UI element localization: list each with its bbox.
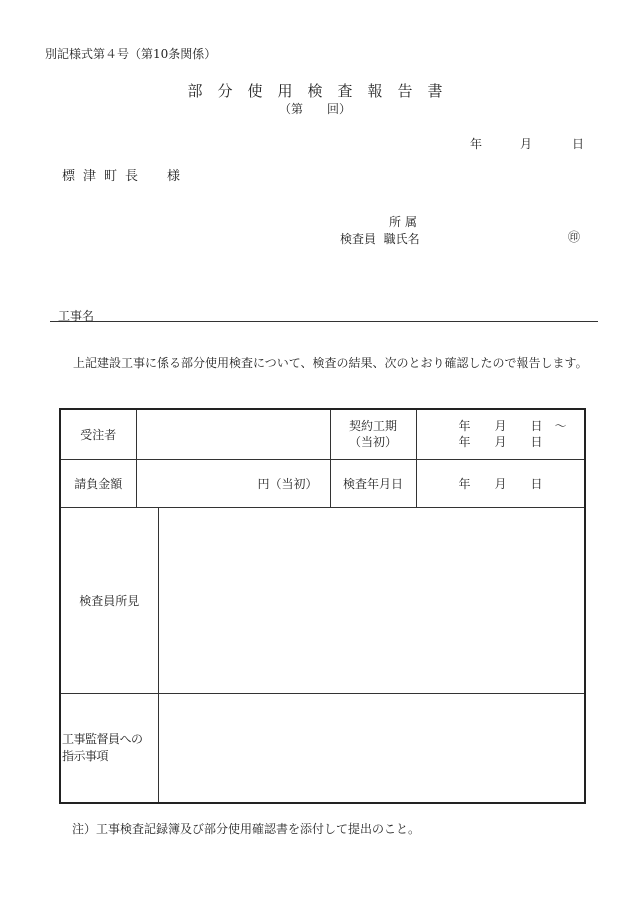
contract-amount-label: 請負金額	[60, 459, 136, 507]
instructions-label-line1: 工事監督員への	[62, 731, 143, 746]
instructions-label	[60, 693, 158, 803]
footnote: 注）工事検査記録簿及び部分使用確認書を添付して提出のこと。	[72, 822, 421, 836]
document-title: 部分使用検査報告書	[187, 82, 458, 100]
project-name-field[interactable]	[50, 321, 598, 322]
name-label: 職氏名	[383, 232, 420, 246]
date-year-label: 年	[470, 137, 483, 151]
contract-period-label-line1: 契約工期	[348, 419, 397, 434]
date-month-label: 月	[520, 137, 533, 151]
contract-period-start: 年 月 日 ～	[458, 419, 567, 434]
inspection-table	[59, 408, 586, 804]
table-row-findings	[60, 507, 585, 693]
inspector-findings-field[interactable]	[158, 507, 585, 693]
form-number: 別記様式第４号（第10条関係）	[45, 47, 217, 61]
contractor-field[interactable]	[136, 409, 330, 459]
contract-period-label-line2: （当初）	[348, 435, 397, 450]
statement-text: 上記建設工事に係る部分使用検査について、検査の結果、次のとおり確認したので報告します。	[73, 356, 588, 370]
inspection-date-label: 検査年月日	[330, 459, 416, 507]
contract-period-label	[330, 409, 416, 459]
inspection-date-value: 年 月 日	[458, 476, 543, 491]
contract-amount-field[interactable]: 円（当初）	[136, 459, 330, 507]
department-label: 所属	[389, 215, 422, 229]
addressee: 標津町長 様	[62, 169, 189, 184]
inspector-findings-label: 検査員所見	[60, 507, 158, 693]
seal-mark-icon: ㊞	[568, 230, 581, 244]
date-line	[470, 135, 584, 152]
instructions-field[interactable]	[158, 693, 585, 803]
inspector-signature-line	[340, 230, 420, 247]
inspection-date-field[interactable]	[416, 459, 585, 507]
table-row-amount	[60, 459, 585, 507]
contract-period-end: 年 月 日	[458, 435, 543, 450]
project-name-label: 工事名	[58, 309, 95, 323]
instructions-label-line2: 指示事項	[62, 748, 109, 763]
date-day-label: 日	[572, 137, 585, 151]
table-row-instructions	[60, 693, 585, 803]
table-row-contractor	[60, 409, 585, 459]
contract-period-field[interactable]	[416, 409, 585, 459]
contractor-label: 受注者	[60, 409, 136, 459]
document-subtitle: （第 回）	[278, 102, 351, 116]
inspector-label: 検査員	[340, 232, 377, 246]
